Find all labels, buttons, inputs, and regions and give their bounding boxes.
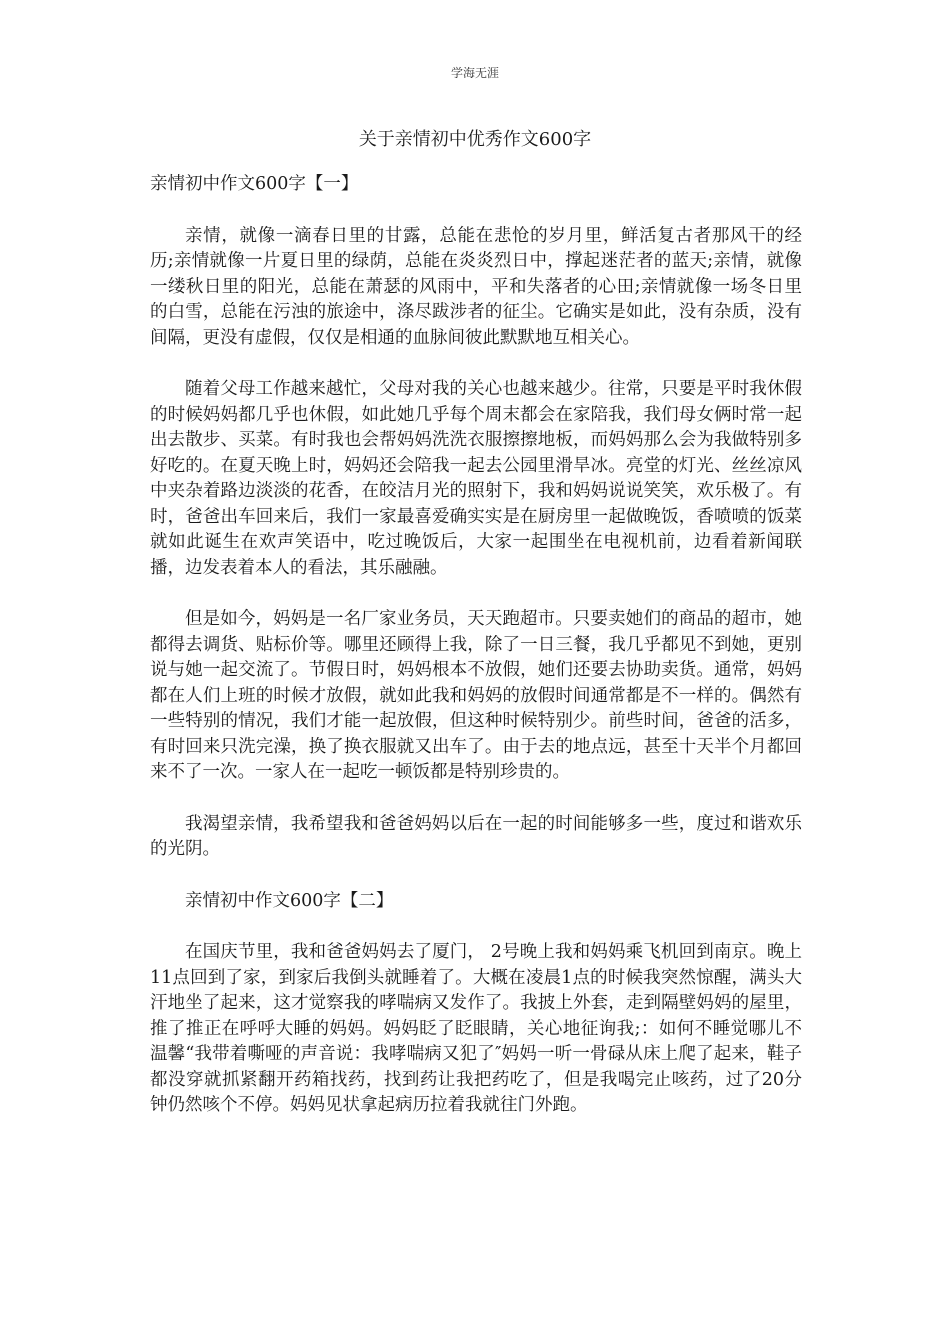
paragraph: 亲情，就像一滴春日里的甘露，总能在悲怆的岁月里，鲜活复古者那风干的经历;亲情就像一片夏日里的绿荫，总能在炎炎烈日中，撑起迷茫者的蓝天;亲情，就像一缕秋日里的阳光，总能在萧瑟的风雨中，平和失落者的心田;亲情就像一场冬日里的白雪，总能在污浊的旅途中，涤尽跋涉者的征尘。它确实是如此，没有杂质，没有间隔，更没有虚假，仅仅是相通的血脉间彼此默默地互相关心。 xyxy=(150,225,802,348)
paragraph: 在国庆节里，我和爸爸妈妈去了厦门， 2号晚上我和妈妈乘飞机回到南京。晚上11点回到了家，到家后我倒头就睡着了。大概在凌晨1点的时候我突然惊醒，满头大汗地坐了起来，这才觉察我的哮喘病又发作了。我披上外套，走到隔壁妈妈的屋里，推了推正在呼呼大睡的妈妈。妈妈眨了眨眼睛，关心地征询我;：如何不睡觉哪儿不温馨“我带着嘶哑的声音说：我哮喘病又犯了″妈妈一听一骨碌从床上爬了起来，鞋子都没穿就抓紧翻开药箱找药，找到药让我把药吃了，但是我喝完止咳药，过了20分钟仍然咳个不停。妈妈见状拿起病历拉着我就往门外跑。 xyxy=(150,942,802,1115)
document-body xyxy=(150,172,802,1145)
page-header: 学海无涯 xyxy=(450,66,499,80)
document-title: 关于亲情初中优秀作文600字 xyxy=(358,129,592,150)
paragraph: 但是如今，妈妈是一名厂家业务员，天天跑超市。只要卖她们的商品的超市，她都得去调货、贴标价等。哪里还顾得上我，除了一日三餐，我几乎都见不到她，更别说与她一起交流了。节假日时，妈妈根本不放假，她们还要去协助卖货。通常，妈妈都在人们上班的时候才放假，就如此我和妈妈的放假时间通常都是不一样的。偶然有一些特别的情况，我们才能一起放假，但这种时候特别少。前些时间，爸爸的活多，有时回来只洗完澡，换了换衣服就又出车了。由于去的地点远，甚至十天半个月都回来不了一次。一家人在一起吃一顿饭都是特别珍贵的。 xyxy=(150,609,802,782)
section-heading-1: 亲情初中作文600字【一】 xyxy=(150,174,359,194)
paragraph: 我渴望亲情，我希望我和爸爸妈妈以后在一起的时间能够多一些，度过和谐欢乐的光阴。 xyxy=(150,813,802,859)
section-heading-2: 亲情初中作文600字【二】 xyxy=(185,890,394,911)
paragraph: 随着父母工作越来越忙，父母对我的关心也越来越少。往常，只要是平时我休假的时候妈妈都几乎也休假，如此她几乎每个周末都会在家陪我，我们母女俩时常一起出去散步、买菜。有时我也会帮妈妈洗洗衣服擦擦地板，而妈妈那么会为我做特别多好吃的。在夏天晚上时，妈妈还会陪我一起去公园里滑旱冰。亮堂的灯光、丝丝凉风中夹杂着路边淡淡的花香，在皎洁月光的照射下，我和妈妈说说笑笑，欢乐极了。有时，爸爸出车回来后，我们一家最喜爱确实实是在厨房里一起做晚饭，香喷喷的饭菜就如此诞生在欢声笑语中，吃过晚饭后，大家一起围坐在电视机前，边看着新闻联播，边发表着本人的看法，其乐融融。 xyxy=(150,379,802,578)
